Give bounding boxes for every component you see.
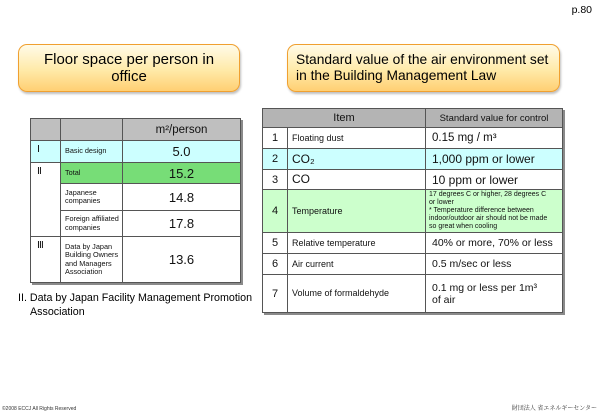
row-number: 7	[263, 275, 288, 313]
row-label: Total	[61, 163, 123, 184]
row-value: 5.0	[123, 141, 241, 163]
header-blank-cell	[61, 119, 123, 141]
category-numeral: Ⅱ	[31, 163, 61, 237]
row-item: CO	[288, 170, 426, 190]
row-number: 6	[263, 254, 288, 275]
row-number: 5	[263, 233, 288, 254]
table-row	[263, 128, 563, 149]
row-standard-value: 1,000 ppm or lower	[426, 149, 563, 170]
row-number: 3	[263, 170, 288, 190]
row-number: 2	[263, 149, 288, 170]
row-value: 17.8	[123, 211, 241, 237]
table-row	[31, 237, 241, 283]
row-label: Basic design	[61, 141, 123, 163]
table-header-row	[31, 119, 241, 141]
category-numeral: Ⅰ	[31, 141, 61, 163]
row-label: Data by Japan Building Owners and Managers Association	[61, 237, 123, 283]
row-number: 4	[263, 190, 288, 233]
item-header: Item	[263, 109, 426, 128]
table-row	[263, 233, 563, 254]
row-standard-value: 0.1 mg or less per 1m³ of air	[426, 275, 563, 313]
floor-space-table	[30, 118, 241, 283]
floor-space-title: Floor space per person in office	[43, 51, 215, 85]
temperature-range: 17 degrees C or higher, 28 degrees C or lower	[429, 191, 547, 206]
table-row	[263, 149, 563, 170]
air-standard-title-box	[287, 44, 560, 92]
table-row	[31, 184, 241, 211]
table-row	[263, 254, 563, 275]
row-standard-value: 40% or more, 70% or less	[426, 233, 563, 254]
air-standard-title: Standard value of the air environment set in the Building Management Law	[296, 51, 549, 83]
row-item: Air current	[288, 254, 426, 275]
row-value: 13.6	[123, 237, 241, 283]
row-value: 15.2	[123, 163, 241, 184]
row-number: 1	[263, 128, 288, 149]
row-item: CO₂	[288, 149, 426, 170]
row-item: Floating dust	[288, 128, 426, 149]
table-header-row	[263, 109, 563, 128]
row-item: Relative temperature	[288, 233, 426, 254]
table-row	[31, 163, 241, 184]
source-note: II. Data by Japan Facility Management Promotion Association	[18, 292, 253, 318]
floor-space-title-box	[18, 44, 240, 92]
row-standard-value: 10 ppm or lower	[426, 170, 563, 190]
row-label: Foreign affiliated companies	[61, 211, 123, 237]
copyright-notice: ©2008 ECCJ All Rights Reserved	[2, 406, 77, 412]
category-numeral: Ⅲ	[31, 237, 61, 283]
row-label: Japanese companies	[61, 184, 123, 211]
standard-value-header: Standard value for control	[426, 109, 563, 128]
row-standard-value: 0.15 mg / m³	[426, 128, 563, 149]
table-row	[263, 275, 563, 313]
temperature-note: * Temperature difference between indoor/outdoor air should not be made so great when cooling	[429, 207, 548, 230]
row-item: Temperature	[288, 190, 426, 233]
organization-logo-text: 財団法人 省エネルギーセンター	[511, 406, 597, 412]
table-row	[263, 190, 563, 233]
table-row	[31, 211, 241, 237]
row-standard-value: 0.5 m/sec or less	[426, 254, 563, 275]
page-number: p.80	[571, 4, 592, 16]
air-environment-table	[262, 108, 563, 313]
header-blank-cell	[31, 119, 61, 141]
row-standard-value	[426, 190, 563, 233]
row-item: Volume of formaldehyde	[288, 275, 426, 313]
table-row	[31, 141, 241, 163]
unit-header: m²/person	[123, 119, 241, 141]
row-value: 14.8	[123, 184, 241, 211]
table-row	[263, 170, 563, 190]
